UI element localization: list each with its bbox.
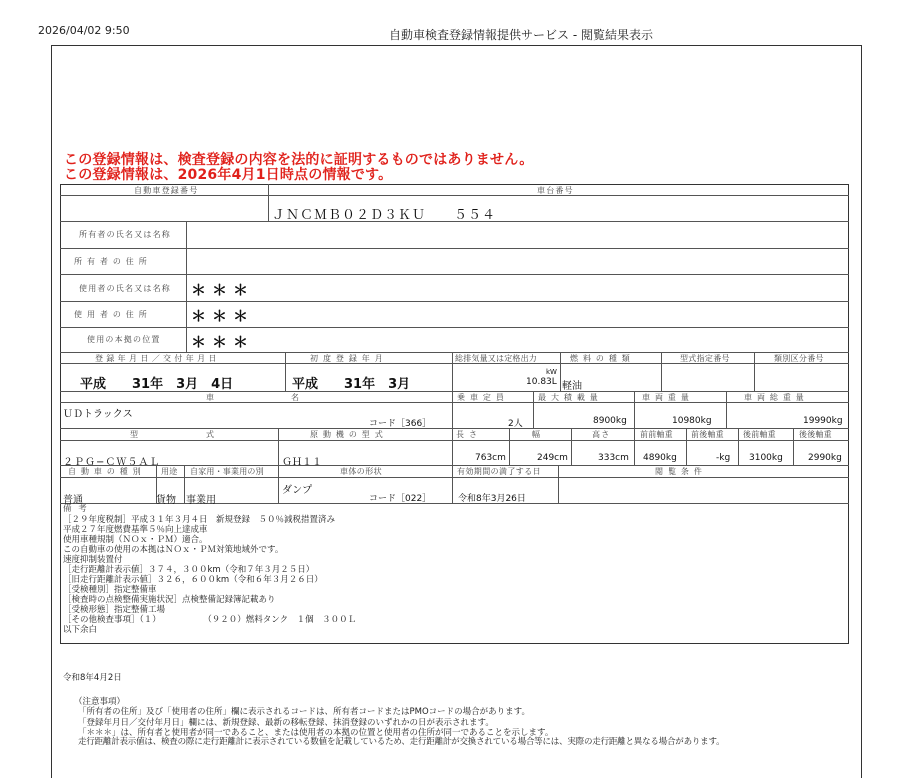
fuel-type-value: 軽油 <box>562 381 582 392</box>
name-label: 名 <box>291 393 301 402</box>
base-location-value: ＊＊＊ <box>191 333 255 351</box>
chassis-number-label: 車台番号 <box>537 186 574 195</box>
registration-date-label: 登 録 年 月 日 ／ 交 付 年 月 日 <box>95 354 217 363</box>
length-label: 長 さ <box>456 430 479 439</box>
body-shape-value: ダンプ <box>282 485 313 496</box>
user-address-value: ＊＊＊ <box>191 307 255 325</box>
remark-line: 以下余白 <box>63 625 98 635</box>
remark-line: ［受検形態］指定整備工場 <box>63 605 166 615</box>
usage-value: 貨物 <box>156 495 176 506</box>
vehicle-weight-value: 10980kg <box>672 416 712 426</box>
expiry-value: 令和8年3月26日 <box>458 494 526 504</box>
width-value: 249cm <box>537 453 568 463</box>
category-number-label: 類別区分番号 <box>774 354 824 363</box>
remark-line: ［２９年度税制］平成３１年３月４日 新規登録 ５０％減税措置済み <box>63 515 336 525</box>
user-address-label: 使 用 者 の 住 所 <box>74 310 148 319</box>
owner-address-label: 所 有 者 の 住 所 <box>74 257 148 266</box>
vehicle-type-label: 自 動 車 の 種 別 <box>68 467 142 476</box>
remark-line: 平成２７年度燃費基準５％向上達成車 <box>63 525 208 535</box>
viewing-conditions-label: 閲 覧 条 件 <box>655 467 704 476</box>
user-name-label: 使用者の氏名又は名称 <box>79 284 171 293</box>
fr-axle-value: -kg <box>716 453 731 463</box>
fr-axle-label: 前後軸重 <box>691 430 724 439</box>
ff-axle-label: 前前軸重 <box>640 430 673 439</box>
note-line: 「所有者の住所」及び「使用者の住所」欄に表示されるコードは、所有者コードまたはPMOコードの場合があります。 <box>78 707 530 717</box>
height-label: 高さ <box>592 430 611 439</box>
max-load-value: 8900kg <box>593 416 627 426</box>
note-line: 「＊＊＊」は、所有者と使用者が同一であること、または使用者の本拠の位置と使用者の住所が同一であることを示します。 <box>78 728 554 738</box>
model-value: ２ＰＧ−ＣＷ５ＡＬ <box>63 457 161 468</box>
length-value: 763cm <box>475 453 506 463</box>
height-value: 333cm <box>598 453 629 463</box>
remark-line: ［検査時の点検整備実施状況］点検整備記録簿記載あり <box>63 595 276 605</box>
date-warning: この登録情報は、2026年4月1日時点の情報です。 <box>64 167 393 183</box>
displacement-value: 10.83L <box>526 377 557 387</box>
expiry-label: 有効期間の満了する日 <box>457 467 541 476</box>
legal-warning: この登録情報は、検査登録の内容を法的に証明するものではありません。 <box>64 152 534 168</box>
make-code: コード［366］ <box>369 419 432 429</box>
make-value: ＵＤトラックス <box>63 409 133 420</box>
chassis-number-value: ＪＮＣＭＢ０２Ｄ３ＫＵ ５５４ <box>272 208 497 223</box>
note-line: 「登録年月日／交付年月日」欄には、新規登録、最新の移転登録、抹消登録のいずれかの日が表示されます。 <box>78 718 494 728</box>
registration-date-value: 平成 31年 3月 4日 <box>80 377 234 392</box>
rr-axle-value: 2990kg <box>808 453 842 463</box>
first-registration-label: 初 度 登 録 年 月 <box>310 354 384 363</box>
fuel-type-label: 燃 料 の 種 類 <box>570 354 631 363</box>
private-business-value: 事業用 <box>186 495 216 506</box>
body-shape-label: 車体の形状 <box>340 467 382 476</box>
width-label: 幅 <box>532 430 542 439</box>
page-title: 自動車検査登録情報提供サービス - 閲覧結果表示 <box>389 28 653 42</box>
remark-line: 速度抑制装置付 <box>63 555 123 565</box>
owner-name-label: 所有者の氏名又は名称 <box>79 230 171 239</box>
notes-title: （注意事項） <box>74 697 126 707</box>
footer-date: 令和8年4月2日 <box>63 673 122 683</box>
displacement-unit: kW <box>546 368 557 376</box>
private-business-label: 自家用・事業用の別 <box>190 467 264 476</box>
remark-line: ［受検種別］指定整備車 <box>63 585 157 595</box>
max-load-label: 最 大 積 載 量 <box>538 393 599 402</box>
rf-axle-value: 3100kg <box>749 453 783 463</box>
gross-weight-value: 19990kg <box>803 416 843 426</box>
displacement-label: 総排気量又は定格出力 <box>455 354 537 363</box>
registration-number-label: 自動車登録番号 <box>134 186 199 195</box>
engine-model-value: ＧＨ１１ <box>282 457 322 468</box>
body-code: コード［022］ <box>369 494 432 504</box>
print-datetime: 2026/04/02 9:50 <box>38 24 130 37</box>
first-registration-value: 平成 31年 3月 <box>292 377 411 392</box>
remark-line: ［旧走行距離計表示値］３２６，６００km（令和６年３月２６日） <box>63 575 323 585</box>
vehicle-weight-label: 車 両 重 量 <box>642 393 691 402</box>
capacity-value: 2人 <box>508 419 523 429</box>
remark-line: 使用車種規制（ＮＯｘ・ＰＭ）適合。 <box>63 535 208 545</box>
gross-weight-label: 車 両 総 重 量 <box>744 393 805 402</box>
vehicle-type-value: 普通 <box>63 495 83 506</box>
rf-axle-label: 後前軸重 <box>743 430 776 439</box>
capacity-label: 乗 車 定 員 <box>457 393 506 402</box>
make-label: 車 <box>206 393 216 402</box>
model-designation-label: 型式指定番号 <box>680 354 730 363</box>
remark-line: ［その他検査事項］（１） （９２０）燃料タンク １個 ３００Ｌ <box>63 615 357 625</box>
base-location-label: 使用の本拠の位置 <box>87 335 161 344</box>
remark-line: この自動車の使用の本拠はＮＯｘ・ＰＭ対策地域外です。 <box>63 545 284 555</box>
note-line: 走行距離計表示値は、検査の際に走行距離計に表示されている数値を記載しているため、走行距離計が交換されている場合等には、実際の走行距離と異なる場合があります。 <box>78 737 725 747</box>
model-label-2: 式 <box>206 430 216 439</box>
engine-model-label: 原 動 機 の 型 式 <box>310 430 384 439</box>
user-name-value: ＊＊＊ <box>191 281 255 299</box>
rr-axle-label: 後後軸重 <box>799 430 832 439</box>
remark-line: ［走行距離計表示値］３７４，３００km（令和７年３月２５日） <box>63 565 315 575</box>
usage-label: 用途 <box>161 467 178 476</box>
model-label: 型 <box>130 430 140 439</box>
remarks-label: 備 考 <box>63 504 89 514</box>
ff-axle-value: 4890kg <box>643 453 677 463</box>
